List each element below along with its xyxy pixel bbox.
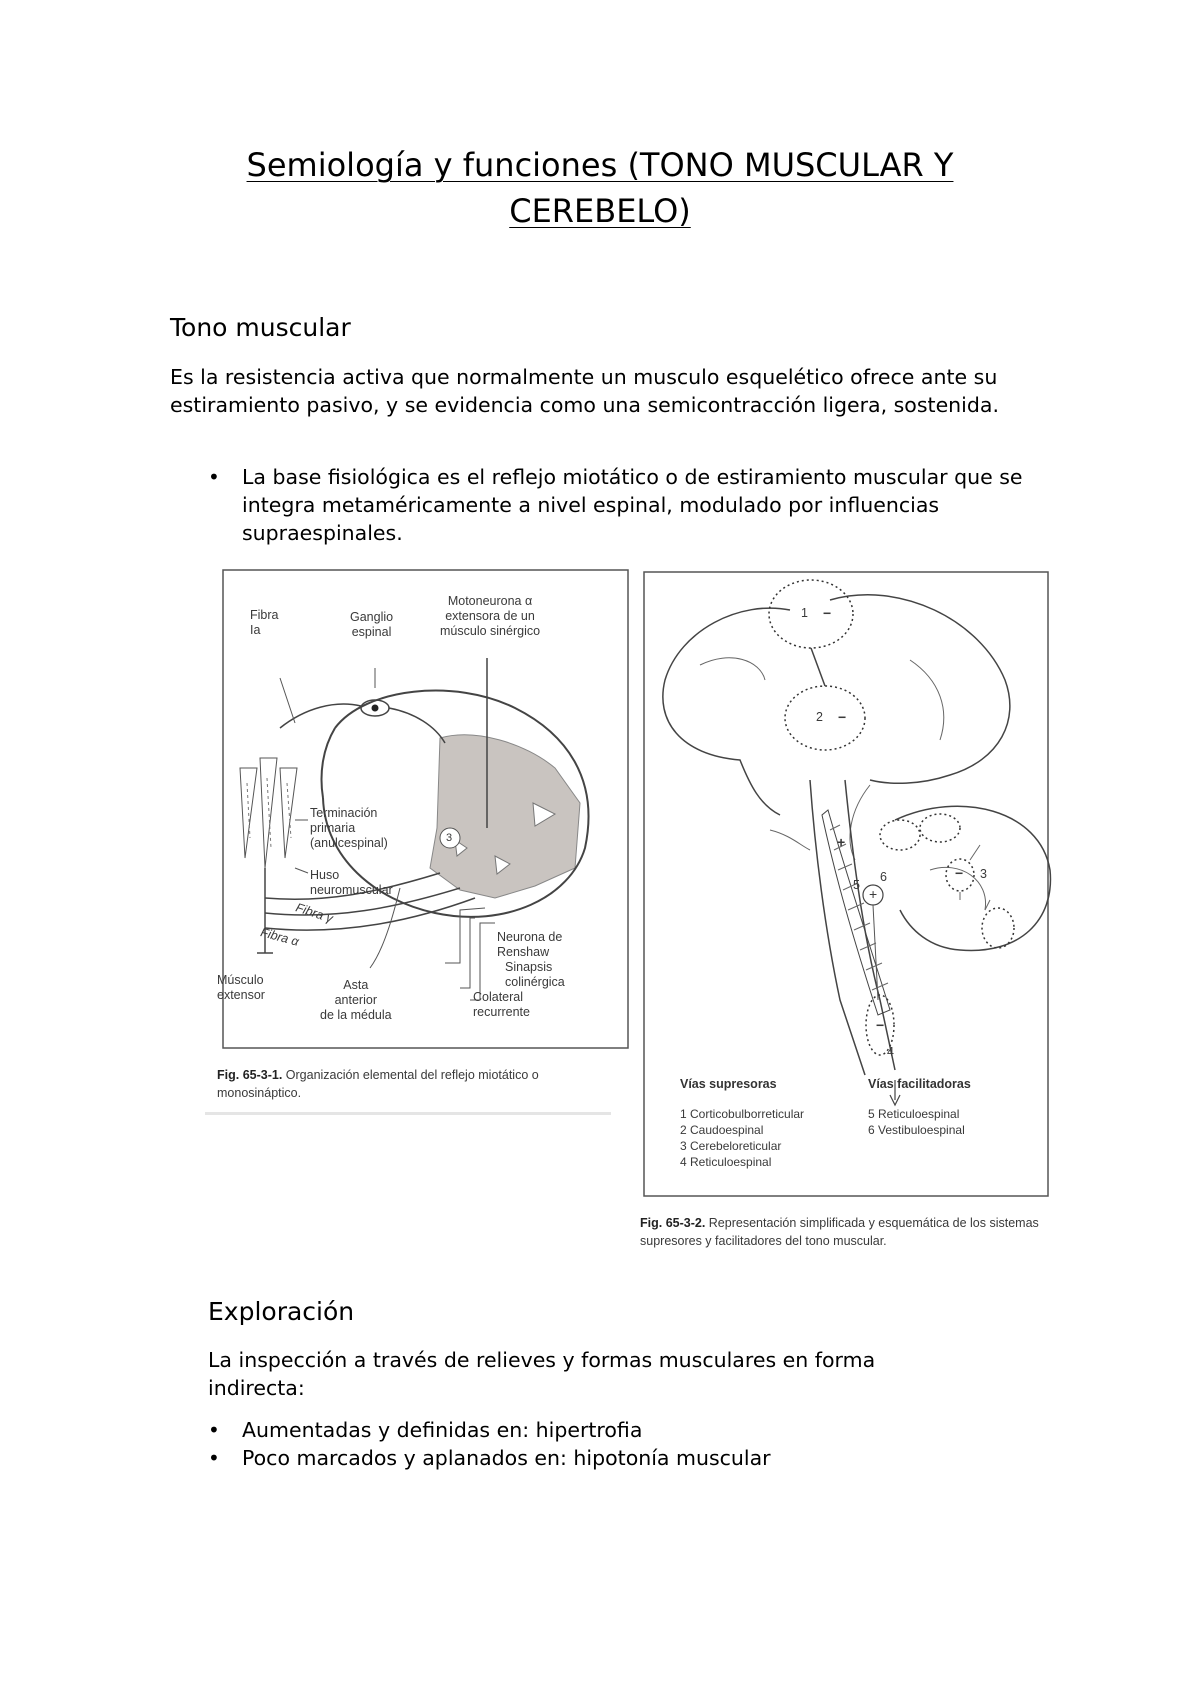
- figure-2-caption: [640, 1214, 1060, 1250]
- label-num-3: 3: [980, 867, 987, 881]
- label-huso-neuromuscular: Huso neuromuscular: [310, 868, 393, 897]
- label-motoneurona: Motoneurona α extensora de un músculo sinérgico: [440, 594, 541, 638]
- label-sign-1: −: [823, 605, 832, 621]
- figure-1-caption: [217, 1066, 622, 1102]
- label-sign-4: −: [876, 1017, 885, 1033]
- paragraph-definition: Es la resistencia activa que normalmente un musculo esquelético ofrece ante su estiramiento pasivo, y se evidencia como una semicontracción ligera, sostenida.: [170, 365, 999, 417]
- page-title: [170, 142, 1030, 234]
- bullet-list-exploracion: [170, 1416, 1040, 1472]
- bullet-list-tono: [170, 463, 1040, 547]
- title-line-2: CEREBELO): [509, 192, 691, 230]
- figure-1-drawing: [205, 568, 640, 1123]
- label-asta-anterior: Asta anterior de la médula: [320, 978, 392, 1022]
- figure-1-caption-text: Organización elemental del reflejo miotático o monosináptico.: [217, 1068, 539, 1100]
- label-num-2: 2: [816, 710, 823, 724]
- section-heading-tono-muscular: Tono muscular: [170, 313, 351, 342]
- label-num-1: 1: [801, 606, 808, 620]
- legend-facilitadoras-title: Vías facilitadoras: [868, 1077, 971, 1091]
- label-sign-6: +: [869, 886, 878, 902]
- label-sinapsis-colinergica: Sinapsis colinérgica: [505, 960, 565, 989]
- label-ganglio-espinal: Ganglio espinal: [350, 610, 394, 639]
- label-terminacion-primaria: Terminación primaria (anulcespinal): [310, 806, 388, 850]
- figure-2-caption-number: Fig. 65-3-2.: [640, 1216, 706, 1230]
- label-fibra-gamma: Fibra γ: [293, 900, 335, 926]
- legend-supresoras-items: 1 Corticobulborreticular 2 Caudoespinal 3 Cerebeloreticular 4 Reticuloespinal: [680, 1107, 805, 1169]
- figure-vias-supresoras-facilitadoras: [640, 570, 1060, 1270]
- figure-reflejo-miotatico: [205, 568, 640, 1123]
- paragraph-inspeccion: La inspección a través de relieves y formas musculares en forma indirecta:: [208, 1348, 876, 1400]
- label-num-4: 4: [887, 1045, 894, 1059]
- legend-facilitadoras-items: 5 Reticuloespinal 6 Vestibuloespinal: [868, 1107, 965, 1137]
- label-fibra-ia: Fibra Ia: [250, 608, 279, 637]
- list-item: • Aumentadas y definidas en: hipertrofia: [170, 1416, 1040, 1444]
- list-item: • La base fisiológica es el reflejo miotático o de estiramiento muscular que se integra metaméricamente a nivel espinal, modulado por influencias supraespinales.: [170, 463, 1040, 547]
- label-neurona-renshaw: Neurona de Renshaw: [497, 930, 563, 959]
- label-colateral-recurrente: Colateral recurrente: [473, 990, 530, 1019]
- figure-2-caption-text: Representación simplificada y esquemática de los sistemas supresores y facilitadores del tono muscular.: [640, 1216, 1039, 1248]
- label-musculo-extensor: Músculo extensor: [217, 973, 265, 1002]
- figure-1-caption-number: Fig. 65-3-1.: [217, 1068, 283, 1082]
- title-line-1: Semiología y funciones (TONO MUSCULAR Y: [246, 146, 954, 184]
- list-item: • Poco marcados y aplanados en: hipotonía muscular: [170, 1444, 1040, 1472]
- label-fibra-alfa: Fibra α: [258, 925, 301, 949]
- label-sign-2: −: [838, 709, 847, 725]
- section-heading-exploracion: Exploración: [208, 1297, 355, 1326]
- label-num-6: 6: [880, 870, 887, 884]
- label-num-5: 5: [853, 878, 860, 892]
- label-sign-3: −: [955, 865, 964, 881]
- label-number-3: 3: [446, 832, 453, 844]
- legend-supresoras-title: Vías supresoras: [680, 1077, 777, 1091]
- label-sign-5: +: [837, 834, 846, 850]
